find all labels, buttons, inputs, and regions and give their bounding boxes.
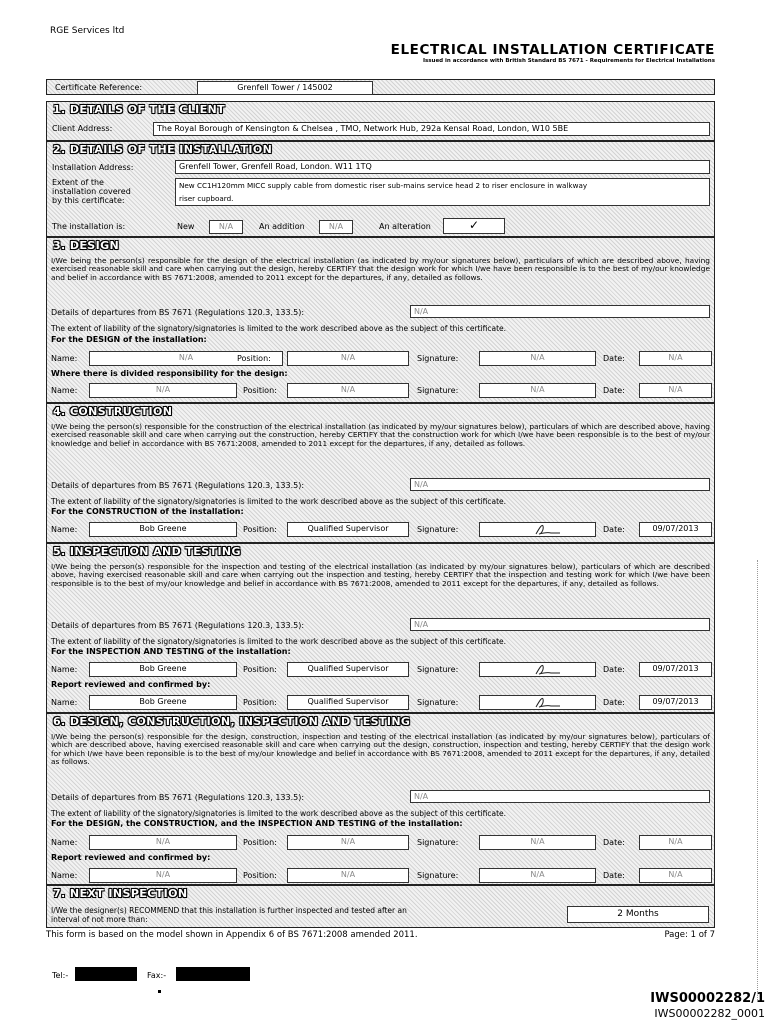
addition-label: An addition [259,222,305,231]
combined-date-field[interactable]: N/A [639,835,712,850]
section-title: 6. DESIGN, CONSTRUCTION, INSPECTION AND TESTING [53,715,411,728]
next-inspection-interval-field[interactable]: 2 Months [567,906,709,923]
reviewer-position-field[interactable]: Qualified Supervisor [287,695,409,710]
section-design [46,237,715,403]
date-label: Date: [603,354,625,363]
installation-address-field[interactable]: Grenfell Tower, Grenfell Road, London. W11 1TQ [175,160,710,174]
inspection-signature-field[interactable] [479,662,596,677]
combined-reviewer-name-field[interactable]: N/A [89,868,237,883]
section-title: 2. DETAILS OF THE INSTALLATION [53,143,273,156]
divided-position-field[interactable]: N/A [287,383,409,398]
inspection-position-field[interactable]: Qualified Supervisor [287,662,409,677]
certificate-subtitle: Issued in accordance with British Standard BS 7671 - Requirements for Electrical Installations [422,58,715,64]
installation-address-label: Installation Address: [52,163,134,172]
document-id: IWS00002282/1 [650,991,765,1006]
reviewer-name-field[interactable]: Bob Greene [89,695,237,710]
handwritten-signature [530,523,570,536]
construction-position-field[interactable]: Qualified Supervisor [287,522,409,537]
date-label: Date: [603,698,625,707]
signature-label: Signature: [417,665,459,674]
section-title: 7. NEXT INSPECTION [53,887,188,900]
form-basis-note: This form is based on the model shown in Appendix 6 of BS 7671:2008 amended 2011. [46,930,418,940]
reviewer-date-field[interactable]: 09/07/2013 [639,695,712,710]
name-label: Name: [51,871,78,880]
signature-label: Signature: [417,698,459,707]
position-label: Position: [237,354,271,363]
departures-field[interactable]: N/A [410,478,710,491]
construction-date-field[interactable]: 09/07/2013 [639,522,712,537]
alteration-checkbox[interactable]: ✓ [443,218,505,234]
section-title: 1. DETAILS OF THE CLIENT [53,103,226,116]
divided-name-field[interactable]: N/A [89,383,237,398]
combined-reviewer-signature-field[interactable]: N/A [479,868,596,883]
combined-reviewer-date-field[interactable]: N/A [639,868,712,883]
section-title: 4. CONSTRUCTION [53,405,173,418]
name-label: Name: [51,665,78,674]
combined-for-label: For the DESIGN, the CONSTRUCTION, and the INSPECTION AND TESTING of the installation: [51,819,463,828]
signature-label: Signature: [417,525,459,534]
date-label: Date: [603,525,625,534]
departures-label: Details of departures from BS 7671 (Regulations 120.3, 133.5): [51,621,305,630]
scan-edge-mark [757,560,759,1000]
new-checkbox[interactable]: N/A [209,220,243,234]
signature-label: Signature: [417,838,459,847]
position-label: Position: [243,665,277,674]
position-label: Position: [243,525,277,534]
next-inspection-text-line-2: interval of not more than: [51,915,148,924]
addition-checkbox[interactable]: N/A [319,220,353,234]
construction-name-field[interactable]: Bob Greene [89,522,237,537]
design-for-label: For the DESIGN of the installation: [51,335,207,344]
combined-signature-field[interactable]: N/A [479,835,596,850]
company-name: RGE Services ltd [50,26,125,36]
position-label: Position: [243,871,277,880]
name-label: Name: [51,354,78,363]
date-label: Date: [603,386,625,395]
certificate-reference-field[interactable]: Grenfell Tower / 145002 [197,81,373,95]
section-inspection-testing [46,543,715,713]
page-number: Page: 1 of 7 [664,930,715,940]
extent-line-1: New CC1H120mm MICC supply cable from domestic riser sub-mains service head 2 to riser enclosure in walkway [179,181,588,190]
signature-label: Signature: [417,386,459,395]
section-title: 3. DESIGN [53,239,120,252]
design-certification-text: I/We being the person(s) responsible for the design of the electrical installation (as indicated by my/our signatures below), particulars of which are described above, having exercised reasonable skill and care when carrying out the design, hereby CERTIFY that the design work for which I/we have been responsible is to the best of my/our knowledge and belief in accordance with BS 7671:2008, amended to 2011 except for the departures, if any, detailed as follows. [51,256,710,282]
name-label: Name: [51,838,78,847]
handwritten-signature [530,663,570,676]
liability-text: The extent of liability of the signatory/signatories is limited to the work described above as the subject of this certificate. [51,637,507,646]
document-id-secondary: IWS00002282_0001 [654,1007,765,1020]
liability-text: The extent of liability of the signatory/signatories is limited to the work described above as the subject of this certificate. [51,497,507,506]
certificate-reference-row [46,79,715,95]
design-position-field[interactable]: N/A [287,351,409,366]
redacted-fax [176,967,250,981]
section-title: 5. INSPECTION AND TESTING [53,545,241,558]
report-reviewed-label: Report reviewed and confirmed by: [51,853,211,862]
divided-responsibility-label: Where there is divided responsibility for the design: [51,369,288,378]
divided-signature-field[interactable]: N/A [479,383,596,398]
section-client [46,101,715,141]
signature-label: Signature: [417,871,459,880]
section-construction [46,403,715,543]
departures-label: Details of departures from BS 7671 (Regulations 120.3, 133.5): [51,793,305,802]
signature-label: Signature: [417,354,459,363]
liability-text: The extent of liability of the signatory/signatories is limited to the work described above as the subject of this certificate. [51,809,507,818]
liability-text: The extent of liability of the signatory/signatories is limited to the work described above as the subject of this certificate. [51,324,507,333]
certificate-reference-label: Certificate Reference: [55,83,143,92]
position-label: Position: [243,698,277,707]
date-label: Date: [603,838,625,847]
client-address-label: Client Address: [52,124,113,133]
report-reviewed-label: Report reviewed and confirmed by: [51,680,211,689]
section-installation [46,141,715,237]
combined-position-field[interactable]: N/A [287,835,409,850]
extent-line-2: riser cupboard. [179,194,234,203]
inspection-certification-text: I/We being the person(s) responsible for the inspection and testing of the electrical installation (as indicated by my/our signatures below), particulars of which are described above, having exercised reasonable skill and care when carrying out the inspection and testing, hereby CERTIFY that the inspection and testing work for which I/we have been responsible is to the best of my/our knowledge and belief in accordance with BS 7671:2008, amended to 2011 except for the departures, if any, detailed as follows. [51,562,710,588]
departures-field[interactable]: N/A [410,618,710,631]
departures-label: Details of departures from BS 7671 (Regulations 120.3, 133.5): [51,481,305,490]
new-label: New [177,222,195,231]
construction-certification-text: I/We being the person(s) responsible for the construction of the electrical installation (as indicated by my/our signatures below), particulars of which are described above, having exercised reasonable skill and care when carrying out the construction, hereby CERTIFY that the construction work for which I/we have been responsible is to the best of my/our knowledge and belief in accordance with BS 7671:2008, amended to 2011 except for the departures, if any, detailed as follows. [51,422,710,448]
departures-field[interactable]: N/A [410,790,710,803]
next-inspection-text-line-1: I/We the designer(s) RECOMMEND that this installation is further inspected and tested after an [51,906,407,915]
extent-label-line-1: Extent of the [52,178,104,187]
fax-label: Fax:- [147,971,167,980]
section-design-construction-inspection [46,713,715,885]
handwritten-signature [530,696,570,709]
divided-date-field[interactable]: N/A [639,383,712,398]
date-label: Date: [603,871,625,880]
installation-is-label: The installation is: [52,222,126,231]
inspection-date-field[interactable]: 09/07/2013 [639,662,712,677]
redacted-phone [75,967,137,981]
tel-label: Tel:- [52,971,69,980]
certificate-title: ELECTRICAL INSTALLATION CERTIFICATE [390,42,715,58]
design-date-field[interactable]: N/A [639,351,712,366]
dot-mark [158,990,161,993]
name-label: Name: [51,698,78,707]
construction-signature-field[interactable] [479,522,596,537]
combined-name-field[interactable]: N/A [89,835,237,850]
extent-field[interactable] [175,178,710,206]
name-label: Name: [51,386,78,395]
combined-certification-text: I/We being the person(s) responsible for the design, construction, inspection and testing of the electrical installation (as indicated by my/our signatures below), particulars of which are described above, having exercised reasonable skill and care when carrying out the design, construction, inspection and testing, hereby CERTIFY that the design work for which I/we have been reponsible is to the best of my/our knowledge and belief in accordance with BS 7671:2008, amended to 2011 except for the departures, if any, detailed as follows. [51,732,710,766]
client-address-field[interactable]: The Royal Borough of Kensington & Chelsea , TMO, Network Hub, 292a Kensal Road, London, W10 5BE [153,122,710,136]
position-label: Position: [243,386,277,395]
reviewer-signature-field[interactable] [479,695,596,710]
extent-label-line-2: installation covered [52,187,131,196]
section-next-inspection [46,885,715,928]
extent-label-line-3: by this certificate: [52,196,125,205]
name-label: Name: [51,525,78,534]
date-label: Date: [603,665,625,674]
design-signature-field[interactable]: N/A [479,351,596,366]
design-name-field[interactable]: N/A [89,351,283,366]
inspection-for-label: For the INSPECTION AND TESTING of the installation: [51,647,291,656]
departures-field[interactable]: N/A [410,305,710,318]
departures-label: Details of departures from BS 7671 (Regulations 120.3, 133.5): [51,308,305,317]
combined-reviewer-position-field[interactable]: N/A [287,868,409,883]
inspection-name-field[interactable]: Bob Greene [89,662,237,677]
position-label: Position: [243,838,277,847]
construction-for-label: For the CONSTRUCTION of the installation: [51,507,244,516]
alteration-label: An alteration [379,222,431,231]
